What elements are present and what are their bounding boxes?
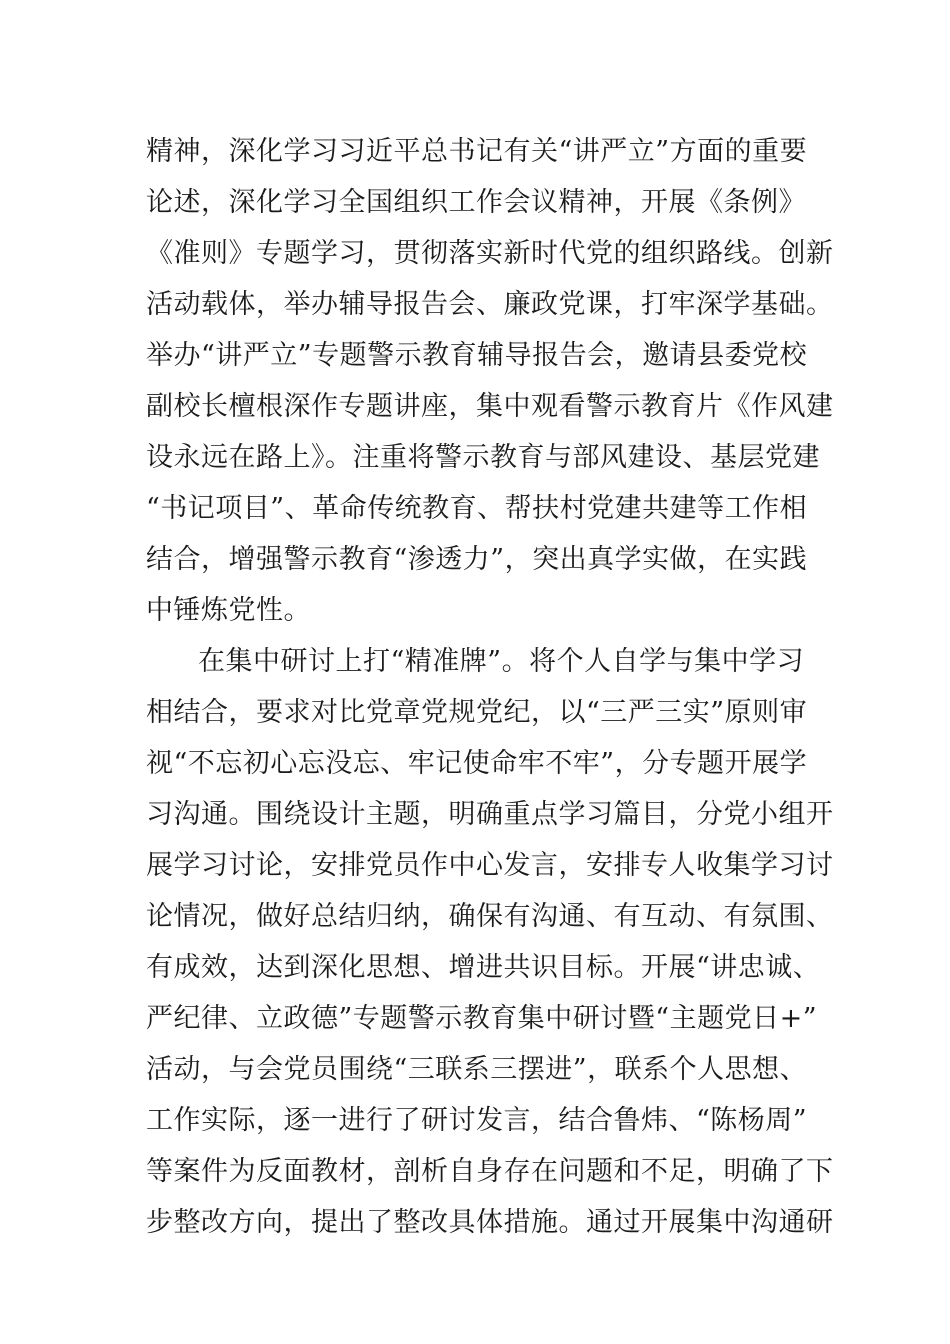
text-line: 相结合，要求对比党章党规党纪，以“三严三实”原则审 — [146, 697, 808, 728]
text-line: 活动，与会党员围绕“三联系三摆进”，联系个人思想、 — [146, 1054, 808, 1085]
text-line: “书记项目”、革命传统教育、帮扶村党建共建等工作相 — [146, 493, 808, 524]
text-line: 视“不忘初心忘没忘、牢记使命牢不牢”，分专题开展学 — [146, 748, 808, 779]
text-line: 展学习讨论，安排党员作中心发言，安排专人收集学习讨 — [146, 850, 834, 881]
text-line: 结合，增强警示教育“渗透力”，突出真学实做，在实践 — [146, 544, 808, 575]
text-line: 严纪律、立政德”专题警示教育集中研讨暨“主题党日+” — [146, 1003, 818, 1034]
body-text — [146, 126, 834, 1248]
text-line: 举办“讲严立”专题警示教育辅导报告会，邀请县委党校 — [146, 340, 808, 371]
text-line: 副校长檀根深作专题讲座，集中观看警示教育片《作风建 — [146, 391, 834, 422]
text-line: 步整改方向，提出了整改具体措施。通过开展集中沟通研 — [146, 1207, 834, 1238]
text-line: 有成效，达到深化思想、增进共识目标。开展“讲忠诚、 — [146, 952, 821, 983]
paragraph-1 — [146, 126, 834, 636]
text-line: 活动载体，举办辅导报告会、廉政党课，打牢深学基础。 — [146, 289, 834, 320]
text-line: 精神，深化学习习近平总书记有关“讲严立”方面的重要 — [146, 136, 808, 167]
text-line: 习沟通。围绕设计主题，明确重点学习篇目，分党小组开 — [146, 799, 834, 830]
text-line: 中锤炼党性。 — [146, 595, 311, 626]
text-line: 在集中研讨上打“精准牌”。将个人自学与集中学习 — [198, 646, 805, 677]
text-line: 设永远在路上》。注重将警示教育与部风建设、基层党建 — [146, 442, 820, 473]
paragraph-2 — [146, 636, 834, 1248]
text-line: 论述，深化学习全国组织工作会议精神，开展《条例》 — [146, 187, 806, 218]
text-line: 等案件为反面教材，剖析自身存在问题和不足，明确了下 — [146, 1156, 834, 1187]
text-line: 《准则》专题学习，贯彻落实新时代党的组织路线。创新 — [146, 238, 834, 269]
text-line: 论情况，做好总结归纳，确保有沟通、有互动、有氛围、 — [146, 901, 834, 932]
text-line: 工作实际，逐一进行了研讨发言，结合鲁炜、“陈杨周” — [146, 1105, 808, 1136]
